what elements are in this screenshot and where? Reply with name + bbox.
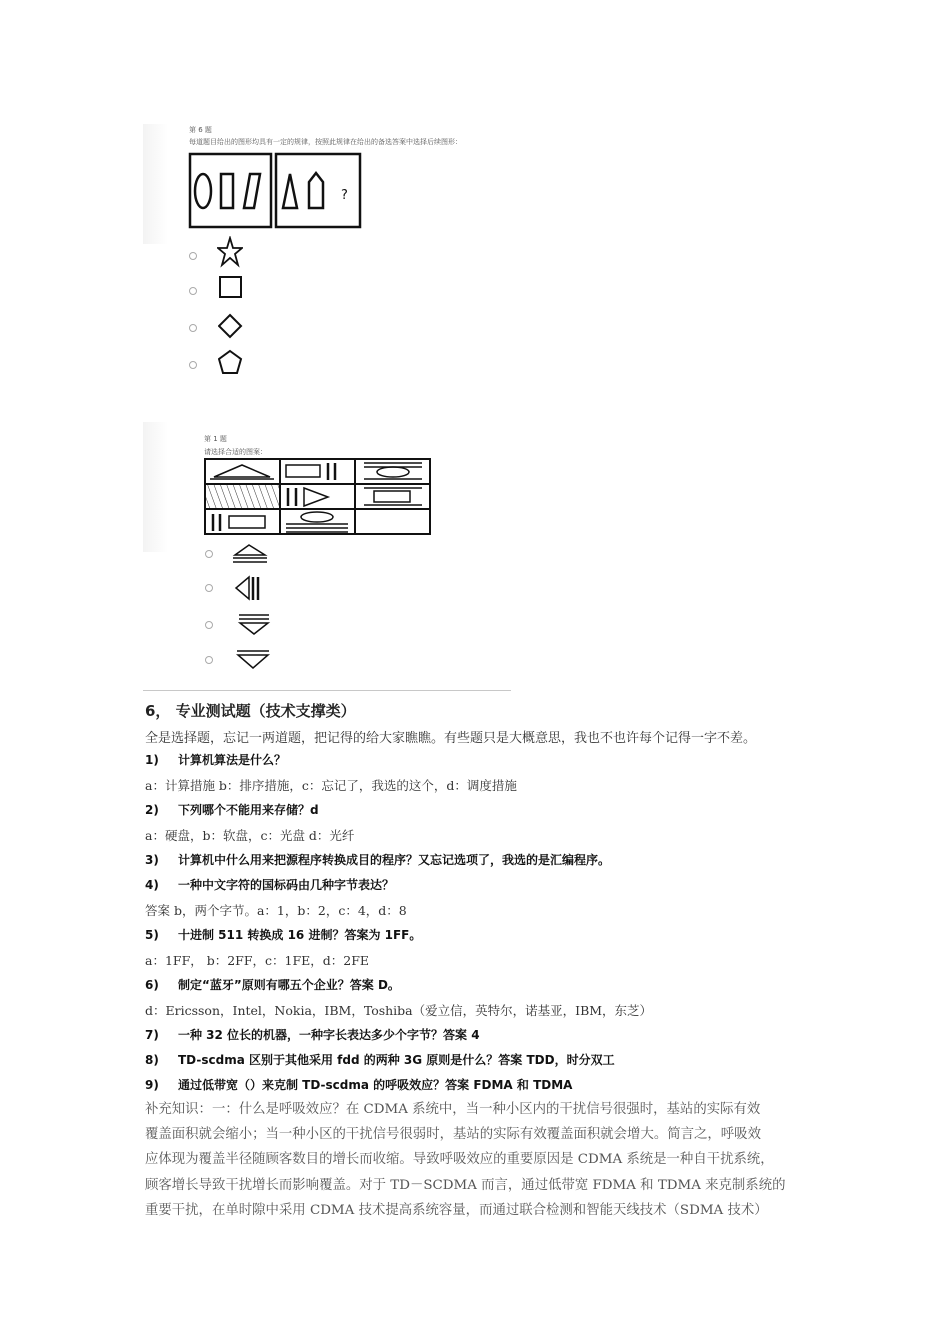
square-icon: [218, 275, 244, 301]
question-text: 十进制 511 转换成 16 进制？答案为 1FF。: [178, 928, 422, 942]
figure-instruction: 请选择合适的图案：: [204, 448, 267, 456]
section-heading: 6， 专业测试题（技术支撑类）: [145, 702, 356, 720]
question-text: 制定“蓝牙”原则有哪五个企业？答案 D。: [178, 978, 400, 992]
supplement-line: 应体现为覆盖半径随顾客数目的增长而收缩。导致呼吸效应的重要原因是 CDMA 系统是一种自干扰系统，: [145, 1152, 774, 1168]
question-text: TD-scdma 区别于其他采用 fdd 的两种 3G 原则是什么？答案 TDD，时分双工: [178, 1053, 615, 1067]
oval-shape: [195, 174, 211, 208]
question-number: 3): [145, 853, 159, 867]
answer-2: a：硬盘，b：软盘，c：光盘 d：光纤: [145, 828, 355, 843]
question-3: [145, 851, 610, 868]
figure-title: 第 1 题: [204, 435, 227, 443]
radio-button[interactable]: [189, 287, 197, 295]
question-number: 5): [145, 928, 159, 942]
question-text: 一种中文字符的国标码由几种字节表达？: [178, 878, 395, 892]
question-number: 4): [145, 878, 159, 892]
divider: [143, 690, 511, 691]
house-pentagon-shape: [309, 173, 323, 208]
answer-5: a：1FF， b：2FF，c：1FE，d：2FE: [145, 953, 370, 968]
question-mark: ?: [341, 188, 348, 203]
lines-over-down-triangle-icon: [237, 612, 273, 638]
parallelogram-shape: [244, 174, 260, 208]
question-5: [145, 926, 421, 943]
question-1: [145, 751, 286, 768]
diamond-icon: [218, 313, 244, 341]
triangle-shape: [283, 174, 297, 208]
question-text: 计算机算法是什么？: [178, 753, 287, 767]
puzzle-figure-q6: [143, 124, 462, 384]
cell-triangle: [214, 465, 270, 477]
question-text: 计算机中什么用来把源程序转换成目的程序？又忘记选项了，我选的是汇编程序。: [178, 853, 611, 867]
question-4: [145, 876, 394, 893]
question-7: [145, 1026, 480, 1043]
figure-title: 第 6 题: [189, 126, 212, 134]
radio-button[interactable]: [205, 584, 213, 592]
puzzle-figure-q1: [143, 422, 511, 690]
radio-button[interactable]: [205, 550, 213, 558]
problem-box-left: [190, 154, 271, 227]
radio-button[interactable]: [189, 252, 197, 260]
section-intro: 全是选择题，忘记一两道题，把记得的给大家瞧瞧。有些题只是大概意思，我也不也许每个记得一字不差。: [145, 731, 757, 746]
question-2: [145, 801, 319, 818]
question-number: 8): [145, 1053, 159, 1067]
star-icon: [217, 236, 243, 268]
radio-button[interactable]: [189, 324, 197, 332]
radio-button[interactable]: [189, 361, 197, 369]
left-triangle-bars-icon: [233, 574, 263, 604]
question-number: 9): [145, 1078, 159, 1092]
radio-button[interactable]: [205, 656, 213, 664]
supplement-line: 重要干扰，在单时隙中采用 CDMA 技术提高系统容量，而通过联合检测和智能天线技术（SDMA 技术）: [145, 1202, 768, 1218]
line-over-down-triangle-icon: [235, 647, 273, 673]
question-text: 下列哪个不能用来存储？d: [178, 803, 319, 817]
figure-instruction: 每道题目给出的图形均具有一定的规律，按照此规律在给出的备选答案中选择后续图形：: [189, 138, 462, 146]
question-text: 一种 32 位长的机器，一种字长表达多少个字节？答案 4: [178, 1028, 480, 1042]
answer-4: 答案 b，两个字节。a：1，b：2，c：4，d：8: [145, 903, 407, 918]
question-9: [145, 1076, 572, 1093]
question-6: [145, 976, 400, 993]
answer-6: d：Ericsson，Intel，Nokia，IBM，Toshiba（爱立信，英特尔，诺基亚，IBM，东芝）: [145, 1003, 653, 1018]
answer-1: a：计算措施 b：排序措施，c：忘记了，我选的这个，d：调度措施: [145, 778, 517, 793]
question-number: 6): [145, 978, 159, 992]
triangle-over-line-icon: [231, 542, 271, 566]
question-number: 2): [145, 803, 159, 817]
question-8: [145, 1051, 615, 1068]
supplement-line: 补充知识：一：什么是呼吸效应？在 CDMA 系统中，当一种小区内的干扰信号很强时，基站的实际有效: [145, 1102, 761, 1117]
question-number: 1): [145, 753, 159, 767]
rectangle-shape: [221, 174, 233, 208]
pentagon-icon: [218, 349, 244, 377]
puzzle-problem-image: [188, 152, 363, 230]
question-number: 7): [145, 1028, 159, 1042]
supplement-line: 覆盖面积就会缩小；当一种小区的干扰信号很弱时，基站的实际有效覆盖面积就会增大。简言之，呼吸效: [145, 1127, 761, 1143]
question-text: 通过低带宽（）来克制 TD-scdma 的呼吸效应？答案 FDMA 和 TDMA: [178, 1078, 573, 1092]
supplement-paragraph: [145, 1097, 815, 1223]
supplement-line: 顾客增长导致干扰增长而影响覆盖。对于 TD－SCDMA 而言，通过低带宽 FDMA 和 TDMA 来克制系统的: [145, 1177, 786, 1193]
puzzle-grid-image: [204, 458, 432, 536]
radio-button[interactable]: [205, 621, 213, 629]
